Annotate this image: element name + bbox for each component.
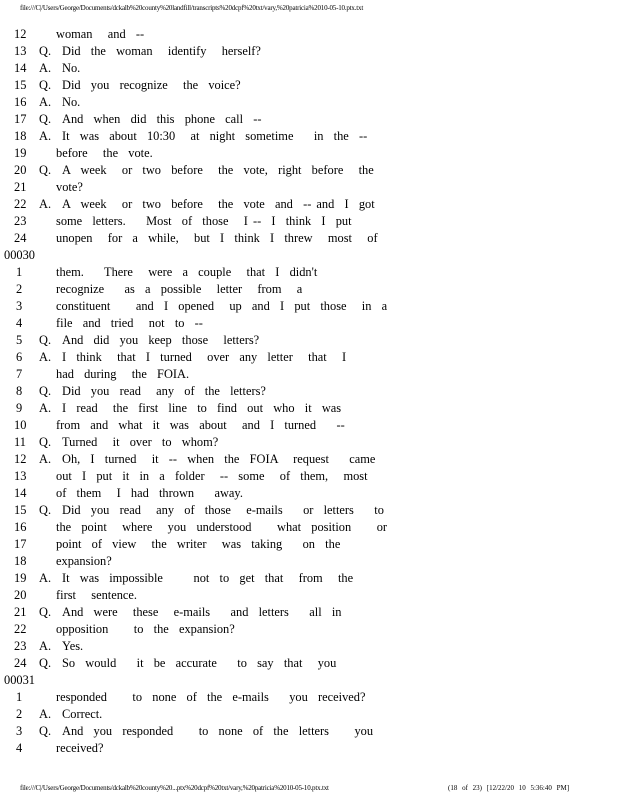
transcript-line: [0, 502, 618, 519]
transcript-line: [0, 315, 618, 332]
transcript-line: [0, 485, 618, 502]
speaker-label: A.: [39, 571, 52, 585]
line-text: And did you keep those letters?: [62, 333, 260, 347]
transcript-line: [0, 77, 618, 94]
line-text: I read the first line to find out who it was: [62, 401, 342, 415]
transcript-line: [0, 366, 618, 383]
transcript-line: [0, 43, 618, 60]
transcript-line: [0, 604, 618, 621]
line-number: 14: [14, 61, 27, 75]
line-number: 13: [14, 469, 27, 483]
line-text: I think that I turned over any letter that I: [62, 350, 347, 364]
line-number: 21: [14, 180, 27, 194]
transcript-line: [0, 349, 618, 366]
line-text: vote?: [56, 180, 83, 194]
speaker-label: A.: [39, 452, 52, 466]
line-number: 19: [14, 146, 27, 160]
line-text: opposition to the expansion?: [56, 622, 235, 636]
transcript-line: [0, 468, 618, 485]
line-number: 7: [16, 367, 23, 381]
line-text: It was impossible not to get that from the: [62, 571, 354, 585]
line-text: the point where you understood what position or: [56, 520, 388, 534]
line-text: Did you read any of the letters?: [62, 384, 266, 398]
line-number: 19: [14, 571, 27, 585]
line-number: 23: [14, 639, 27, 653]
transcript-line: [0, 587, 618, 604]
transcript-line: [0, 281, 618, 298]
transcript-line: [0, 638, 618, 655]
line-number: 11: [14, 435, 26, 449]
transcript-line: [0, 689, 618, 706]
speaker-label: Q.: [39, 333, 52, 347]
transcript-line: [0, 706, 618, 723]
line-text: Turned it over to whom?: [62, 435, 219, 449]
line-number: 13: [14, 44, 27, 58]
line-number: 23: [14, 214, 27, 228]
speaker-label: Q.: [39, 656, 52, 670]
line-number: 12: [14, 452, 27, 466]
speaker-label: A.: [39, 129, 52, 143]
line-number: 21: [14, 605, 27, 619]
transcript-line: [0, 298, 618, 315]
transcript-line: [0, 655, 618, 672]
line-number: 20: [14, 588, 27, 602]
line-number: 17: [14, 112, 27, 126]
line-text: constituent and I opened up and I put those in a: [56, 299, 388, 313]
line-number: 20: [14, 163, 27, 177]
line-number: 4: [16, 741, 23, 755]
line-text: woman and --: [56, 27, 145, 41]
line-number: 15: [14, 78, 27, 92]
line-text: before the vote.: [56, 146, 153, 160]
line-number: 2: [16, 282, 23, 296]
transcript-line: [0, 111, 618, 128]
line-text: Did you recognize the voice?: [62, 78, 241, 92]
transcript-line: [0, 519, 618, 536]
line-text: from and what it was about and I turned --: [56, 418, 345, 432]
file-path-header: file:///C|/Users/George/Documents/dckalb%20county%20landfill/transcripts%20dcpf%20txt/vary,%20patricia%2010-05-10.ptx.txt: [20, 4, 364, 12]
transcript-line: [0, 128, 618, 145]
line-text: And you responded to none of the letters you: [62, 724, 374, 738]
line-number: 1: [16, 265, 23, 279]
speaker-label: Q.: [39, 724, 52, 738]
transcript-line: [0, 553, 618, 570]
speaker-label: Q.: [39, 163, 52, 177]
speaker-label: Q.: [39, 44, 52, 58]
line-text: of them I had thrown away.: [56, 486, 243, 500]
speaker-label: A.: [39, 197, 52, 211]
line-number: 3: [16, 724, 23, 738]
line-text: No.: [62, 95, 81, 109]
transcript-line: [0, 400, 618, 417]
speaker-label: A.: [39, 350, 52, 364]
line-text: Did you read any of those e-mails or letters to: [62, 503, 384, 517]
line-number: 16: [14, 95, 27, 109]
line-text: point of view the writer was taking on the: [56, 537, 341, 551]
transcript-line: [0, 145, 618, 162]
line-text: It was about 10:30 at night sometime in the --: [62, 129, 368, 143]
line-text: A week or two before the vote and -- and I got: [62, 197, 375, 211]
line-number: 2: [16, 707, 23, 721]
transcript-body: [0, 26, 618, 757]
transcript-line: [0, 162, 618, 179]
speaker-label: Q.: [39, 503, 52, 517]
line-text: Oh, I turned it -- when the FOIA request came: [62, 452, 376, 466]
line-text: A week or two before the vote, right before the: [62, 163, 374, 177]
transcript-line: [0, 740, 618, 757]
line-number: 4: [16, 316, 23, 330]
line-number: 6: [16, 350, 23, 364]
transcript-line: [0, 179, 618, 196]
line-number: 22: [14, 622, 27, 636]
page-number-marker: 00031: [4, 673, 35, 687]
line-number: 16: [14, 520, 27, 534]
line-number: 17: [14, 537, 27, 551]
speaker-label: A.: [39, 639, 52, 653]
transcript-line: [0, 383, 618, 400]
speaker-label: Q.: [39, 605, 52, 619]
transcript-line: [0, 417, 618, 434]
line-number: 5: [16, 333, 23, 347]
line-text: And were these e-mails and letters all in: [62, 605, 342, 619]
line-text: had during the FOIA.: [56, 367, 190, 381]
transcript-line: [0, 264, 618, 281]
line-number: 12: [14, 27, 27, 41]
line-text: No.: [62, 61, 81, 75]
transcript-line: [0, 94, 618, 111]
page-number-marker: 00030: [4, 248, 35, 262]
line-number: 3: [16, 299, 23, 313]
speaker-label: A.: [39, 707, 52, 721]
line-text: Did the woman identify herself?: [62, 44, 261, 58]
speaker-label: A.: [39, 61, 52, 75]
line-number: 18: [14, 129, 27, 143]
line-number: 15: [14, 503, 27, 517]
transcript-line: [0, 536, 618, 553]
footer-file-path: file:///C|/Users/George/Documents/dckalb%20county%20...ptx%20dcpf%20txt/vary,%20patricia%2010-05-10.ptx.txt: [20, 784, 329, 792]
line-text: received?: [56, 741, 104, 755]
speaker-label: Q.: [39, 112, 52, 126]
line-number: 10: [14, 418, 27, 432]
speaker-label: A.: [39, 95, 52, 109]
line-text: responded to none of the e-mails you received?: [56, 690, 366, 704]
transcript-line: [0, 570, 618, 587]
line-text: unopen for a while, but I think I threw most of: [56, 231, 378, 245]
line-number: 14: [14, 486, 27, 500]
transcript-line: [0, 332, 618, 349]
transcript-line: [0, 723, 618, 740]
line-text: So would it be accurate to say that you: [62, 656, 337, 670]
line-number: 24: [14, 231, 27, 245]
line-number: 1: [16, 690, 23, 704]
line-text: them. There were a couple that I didn't: [56, 265, 318, 279]
line-text: Yes.: [62, 639, 84, 653]
line-number: 22: [14, 197, 27, 211]
line-text: Correct.: [62, 707, 103, 721]
line-text: recognize as a possible letter from a: [56, 282, 303, 296]
transcript-line: [0, 60, 618, 77]
line-number: 9: [16, 401, 23, 415]
line-text: out I put it in a folder -- some of them, most: [56, 469, 368, 483]
speaker-label: Q.: [39, 435, 52, 449]
footer-page-info: (18 of 23) [12/22/20 10 5:36:40 PM]: [448, 784, 570, 792]
transcript-line: [0, 196, 618, 213]
line-text: some letters. Most of those I -- I think I put: [56, 214, 352, 228]
transcript-line: [0, 213, 618, 230]
transcript-line: [0, 434, 618, 451]
speaker-label: Q.: [39, 78, 52, 92]
transcript-line: [0, 621, 618, 638]
page-marker: [0, 672, 618, 689]
speaker-label: A.: [39, 401, 52, 415]
line-text: expansion?: [56, 554, 112, 568]
line-number: 18: [14, 554, 27, 568]
transcript-line: [0, 451, 618, 468]
line-text: first sentence.: [56, 588, 138, 602]
line-text: And when did this phone call --: [62, 112, 262, 126]
line-text: file and tried not to --: [56, 316, 203, 330]
line-number: 24: [14, 656, 27, 670]
line-number: 8: [16, 384, 23, 398]
speaker-label: Q.: [39, 384, 52, 398]
page-marker: [0, 247, 618, 264]
transcript-line: [0, 230, 618, 247]
transcript-line: [0, 26, 618, 43]
